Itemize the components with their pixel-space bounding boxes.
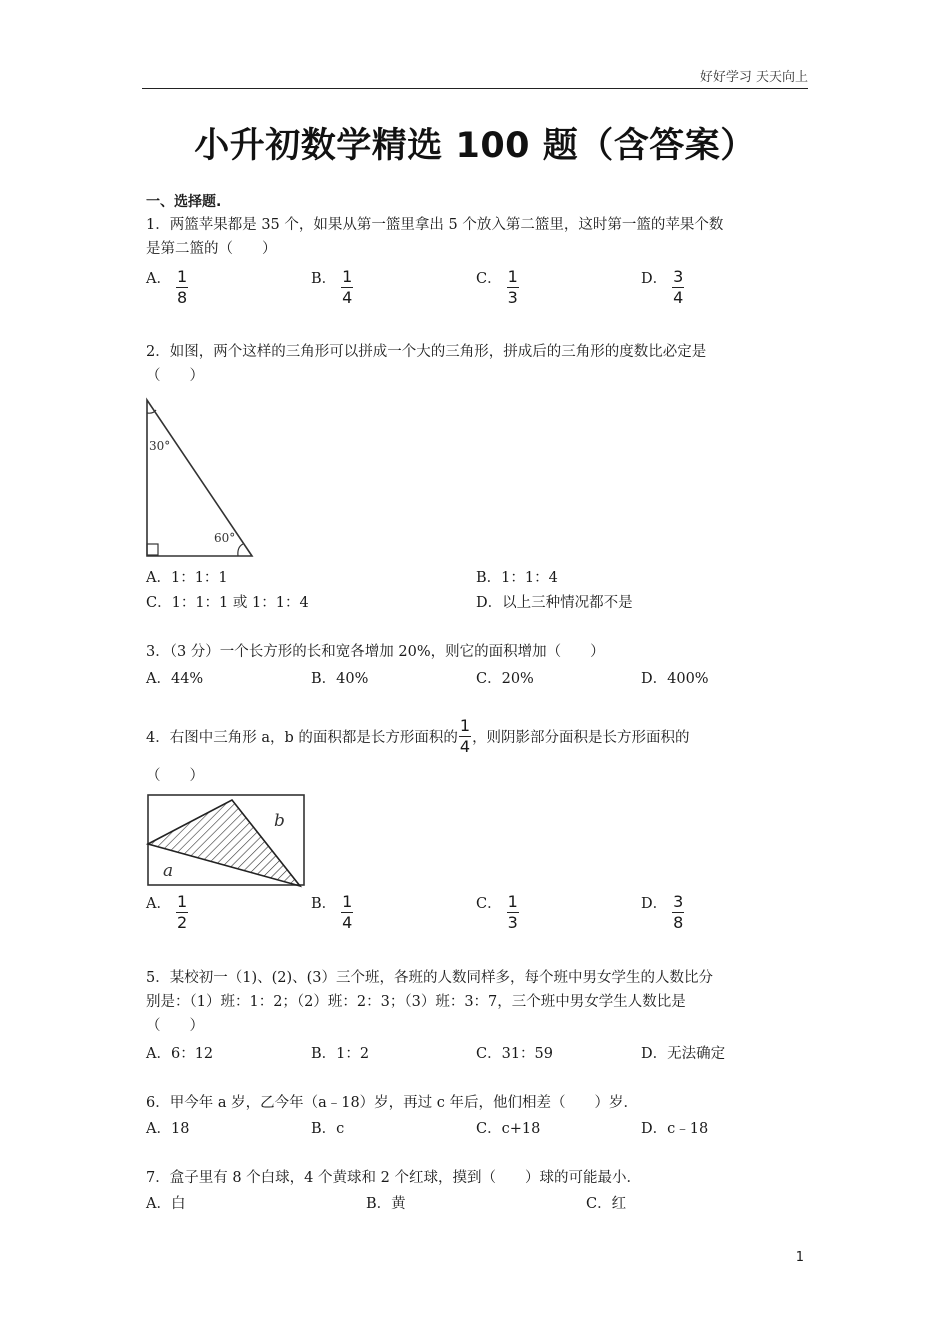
q1-option-d[interactable] bbox=[641, 269, 685, 306]
triangle-shape bbox=[147, 400, 252, 556]
q5-option-b[interactable]: B．1：2 bbox=[311, 1046, 370, 1062]
question-2-line1: 2．如图，两个这样的三角形可以拼成一个大的三角形，拼成后的三角形的度数比必定是 bbox=[146, 344, 707, 360]
q2-option-c[interactable]: C．1：1：1 或 1：1：4 bbox=[146, 595, 309, 611]
question-1-line2: 是第二篮的（ ） bbox=[146, 241, 277, 257]
question-5 bbox=[146, 966, 806, 1038]
option-letter: C． bbox=[476, 271, 502, 287]
rectangle-figure bbox=[144, 792, 308, 890]
question-6: 6．甲今年 a 岁，乙今年（a﹣18）岁，再过 c 年后，他们相差（ ）岁． bbox=[146, 1095, 639, 1111]
q6-option-d[interactable]: D．c﹣18 bbox=[641, 1121, 709, 1137]
question-5-line3: （ ） bbox=[146, 1018, 204, 1034]
question-7: 7．盒子里有 8 个白球，4 个黄球和 2 个红球，摸到（ ）球的可能最小． bbox=[146, 1170, 641, 1186]
page-number: 1 bbox=[795, 1250, 804, 1265]
q1-option-b[interactable] bbox=[311, 269, 354, 306]
q7-option-a[interactable]: A．白 bbox=[146, 1196, 186, 1212]
right-angle-mark bbox=[147, 544, 158, 555]
triangle-figure bbox=[140, 393, 260, 563]
q3-option-a[interactable]: A．44% bbox=[146, 671, 204, 687]
q4-option-a[interactable] bbox=[146, 894, 189, 931]
angle-label-60: 60° bbox=[214, 531, 236, 545]
q5-option-a[interactable]: A．6：12 bbox=[146, 1046, 214, 1062]
q4-option-b[interactable] bbox=[311, 894, 354, 931]
q4-option-c[interactable] bbox=[476, 894, 520, 931]
q3-option-b[interactable]: B．40% bbox=[311, 671, 369, 687]
q2-option-d[interactable]: D．以上三种情况都不是 bbox=[476, 595, 633, 611]
q7-option-c[interactable]: C．红 bbox=[586, 1196, 627, 1212]
option-letter: A． bbox=[146, 896, 171, 912]
angle-label-30: 30° bbox=[149, 439, 171, 453]
fraction: $\frac{1}{4}$ bbox=[459, 716, 471, 756]
q5-option-d[interactable]: D．无法确定 bbox=[641, 1046, 726, 1062]
question-4-text-after: ，则阴影部分面积是长方形面积的 bbox=[472, 730, 690, 746]
question-4-text-before: 4．右图中三角形 a，b 的面积都是长方形面积的 bbox=[146, 730, 458, 746]
fraction: $\frac{1}{3}$ bbox=[507, 267, 518, 307]
q1-option-a[interactable] bbox=[146, 269, 189, 306]
q6-option-c[interactable]: C．c+18 bbox=[476, 1121, 541, 1137]
fraction: $\frac{3}{8}$ bbox=[673, 892, 684, 932]
question-2 bbox=[146, 340, 806, 388]
option-letter: C． bbox=[476, 896, 502, 912]
q2-option-b[interactable]: B．1：1：4 bbox=[476, 570, 558, 586]
q6-option-a[interactable]: A．18 bbox=[146, 1121, 190, 1137]
question-3: 3．（3 分）一个长方形的长和宽各增加 20%，则它的面积增加（ ） bbox=[146, 644, 605, 660]
option-letter: D． bbox=[641, 271, 668, 287]
question-5-line2: 别是：（1）班：1：2；（2）班：2：3；（3）班：3：7，三个班中男女学生人数比是 bbox=[146, 994, 686, 1010]
question-1 bbox=[146, 213, 806, 261]
section-title: 一、选择题. bbox=[146, 194, 222, 210]
q1-option-c[interactable] bbox=[476, 269, 520, 306]
q6-option-b[interactable]: B．c bbox=[311, 1121, 345, 1137]
option-letter: B． bbox=[311, 271, 337, 287]
fraction: $\frac{3}{4}$ bbox=[673, 267, 684, 307]
fraction: $\frac{1}{4}$ bbox=[342, 892, 353, 932]
option-letter: A． bbox=[146, 271, 171, 287]
q3-option-c[interactable]: C．20% bbox=[476, 671, 534, 687]
header-text: 好好学习 天天向上 bbox=[699, 70, 808, 85]
question-5-line1: 5．某校初一（1)、(2)、(3）三个班，各班的人数同样多，每个班中男女学生的人数比分 bbox=[146, 970, 714, 986]
question-2-line2: （ ） bbox=[146, 368, 204, 384]
label-b: b bbox=[274, 811, 285, 831]
option-letter: D． bbox=[641, 896, 668, 912]
q5-option-c[interactable]: C．31：59 bbox=[476, 1046, 553, 1062]
option-letter: B． bbox=[311, 896, 337, 912]
question-1-line1: 1．两篮苹果都是 35 个，如果从第一篮里拿出 5 个放入第二篮里，这时第一篮的苹果个数 bbox=[146, 217, 724, 233]
fraction: $\frac{1}{4}$ bbox=[342, 267, 353, 307]
fraction: $\frac{1}{3}$ bbox=[507, 892, 518, 932]
fraction: $\frac{1}{8}$ bbox=[176, 267, 188, 307]
question-4-line2: （ ） bbox=[146, 768, 204, 784]
fraction: $\frac{1}{2}$ bbox=[176, 892, 188, 932]
label-a: a bbox=[163, 861, 174, 881]
q4-option-d[interactable] bbox=[641, 894, 685, 931]
q2-option-a[interactable]: A．1：1：1 bbox=[146, 570, 228, 586]
q3-option-d[interactable]: D．400% bbox=[641, 671, 709, 687]
page-title: 小升初数学精选 100 题（含答案） bbox=[194, 126, 756, 166]
q7-option-b[interactable]: B．黄 bbox=[366, 1196, 406, 1212]
question-4 bbox=[146, 718, 806, 755]
angle-arc-bottom bbox=[238, 544, 243, 556]
header-divider bbox=[142, 88, 808, 89]
